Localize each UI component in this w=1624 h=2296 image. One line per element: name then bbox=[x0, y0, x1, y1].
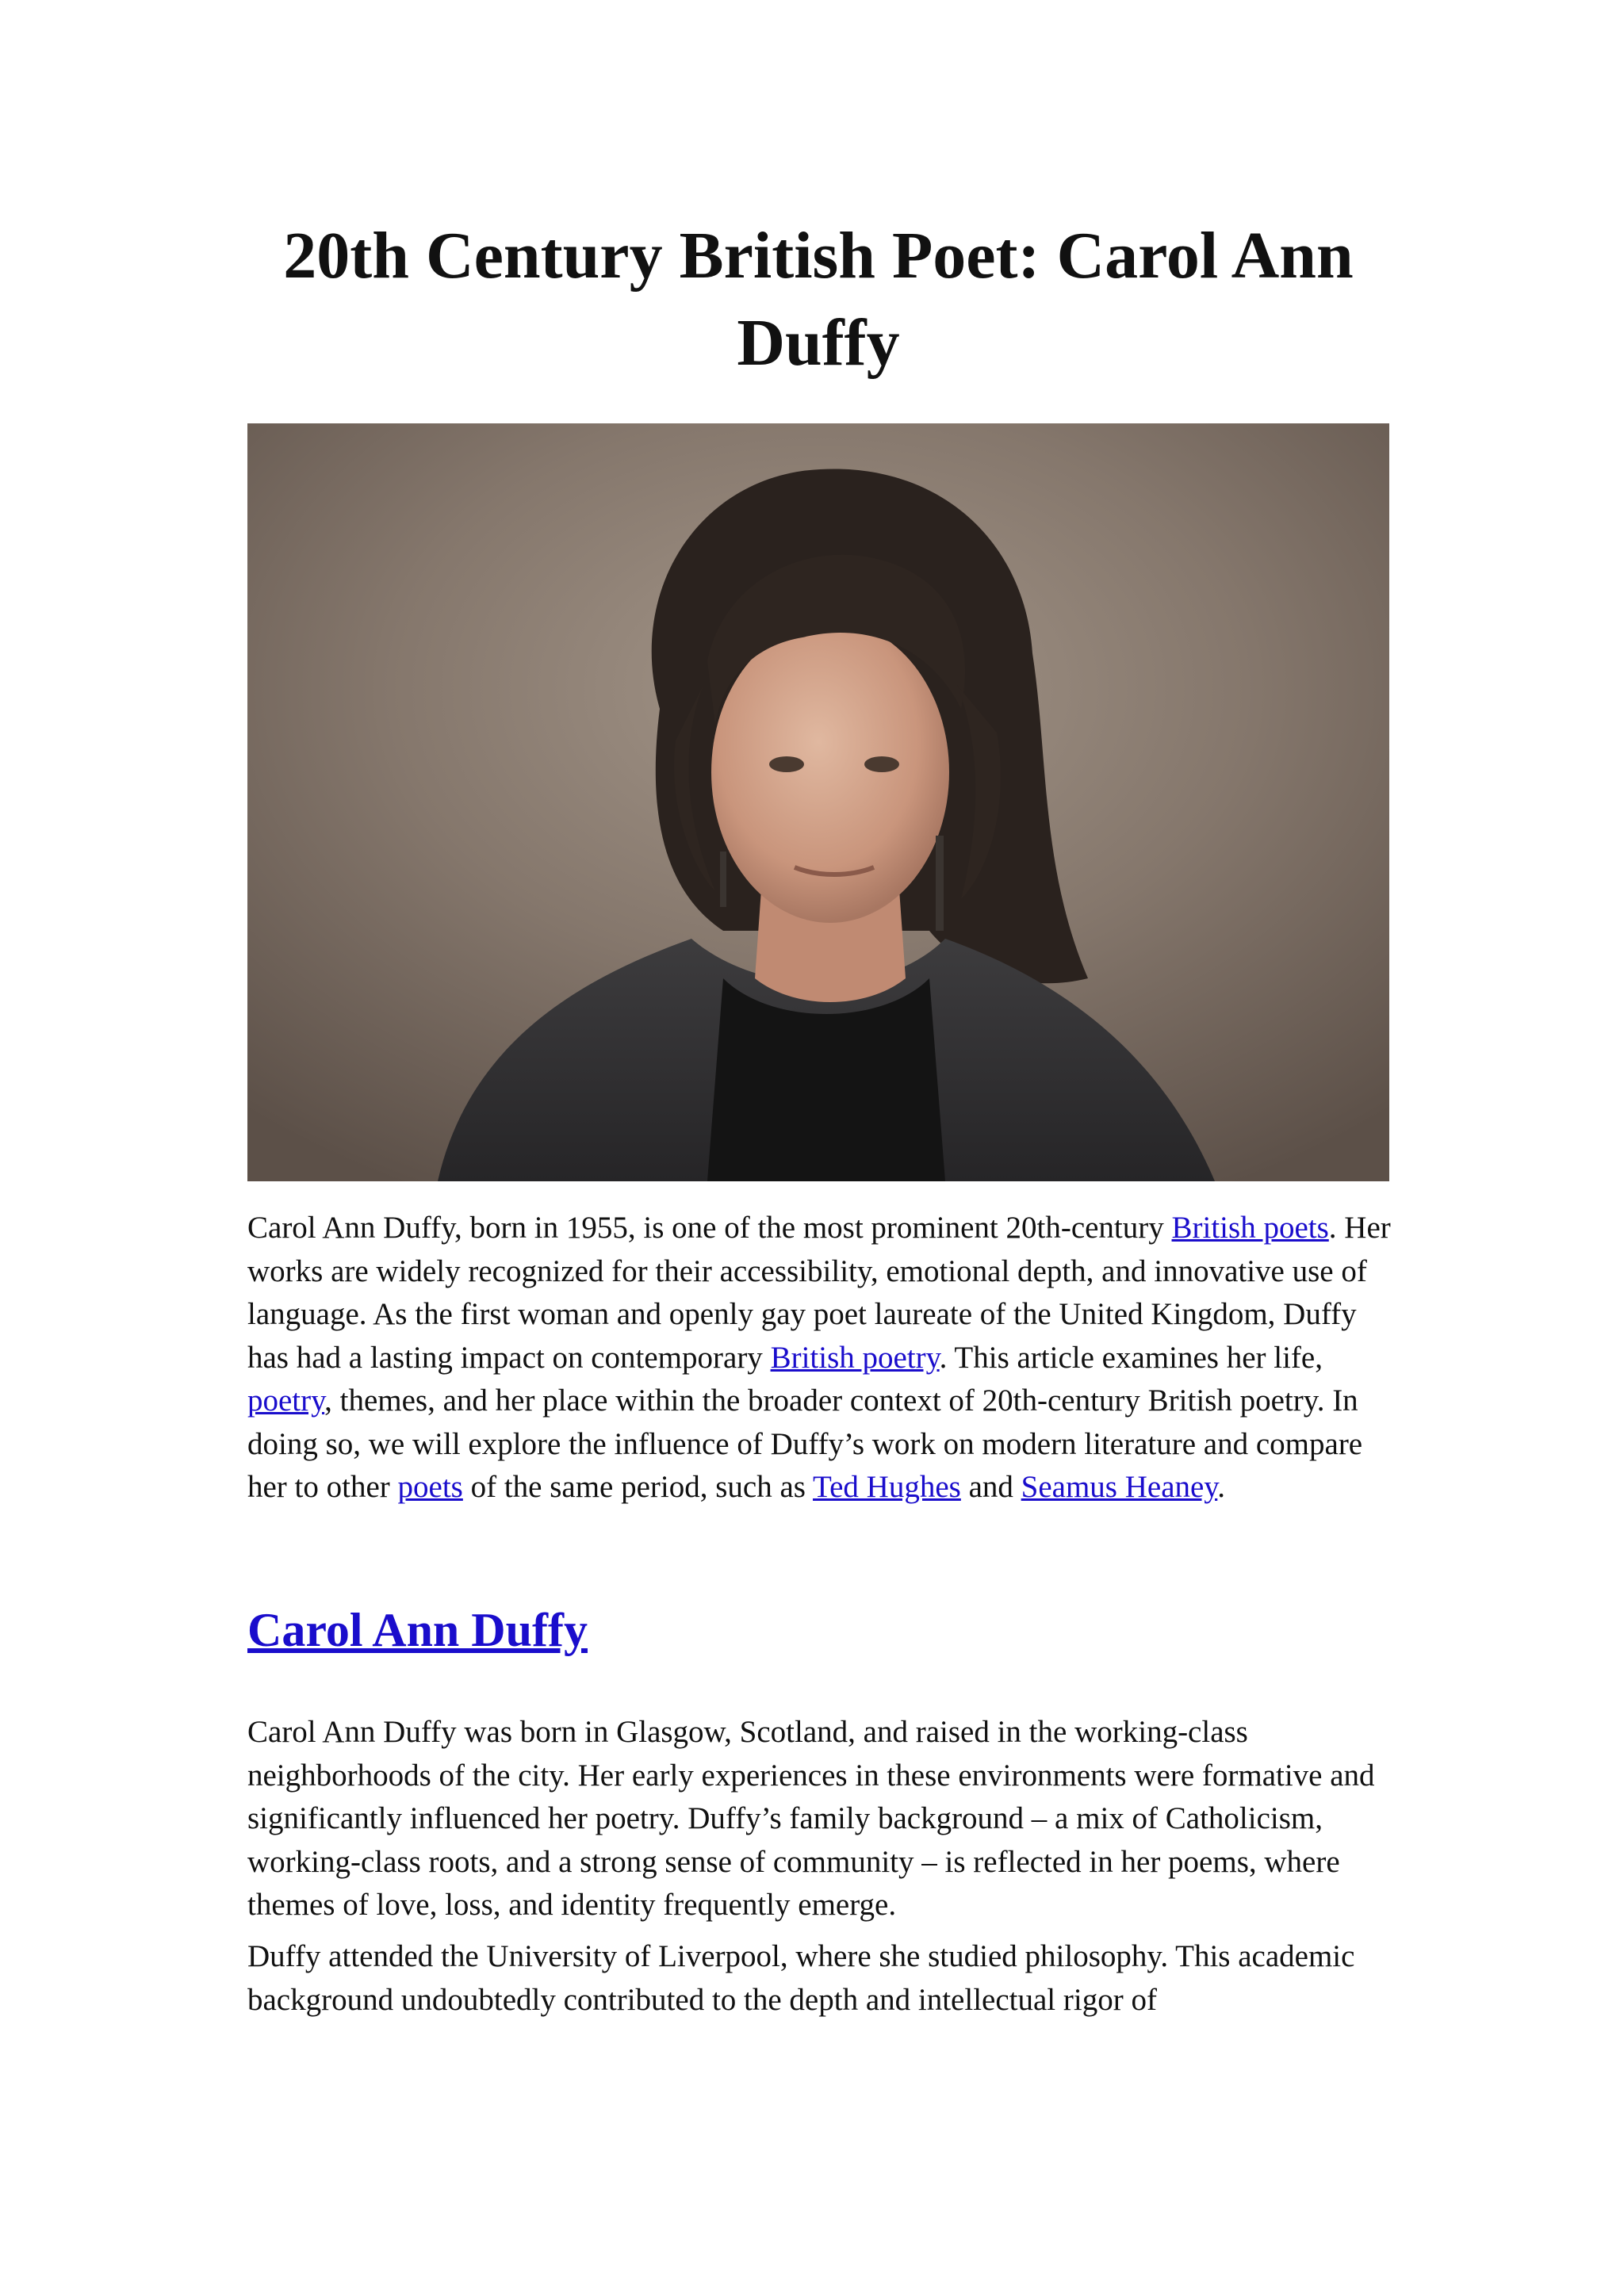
biography-paragraph: Carol Ann Duffy was born in Glasgow, Scotland, and raised in the working-class neighborhoods of the city. Her early experiences in these environments were formative and significantly influenced her poetry. Duffy’s family background – a mix of Catholicism, working-class roots, and a strong sense of community – is reflected in her poems, where themes of love, loss, and identity frequently emerge. bbox=[247, 1715, 1375, 1922]
page-title: 20th Century British Poet: Carol Ann Duffy bbox=[283, 219, 1354, 380]
intro-text-4: , themes, and her place within the broader context of 20th-century British poetry. In doing so, we will explore the influence of Duffy’s work on modern literature and compare her to other bbox=[247, 1383, 1363, 1504]
section-heading bbox=[247, 1598, 588, 1662]
intro-text-3: . This article examines her life, bbox=[939, 1340, 1323, 1375]
intro-text-1: Carol Ann Duffy, born in 1955, is one of the most prominent 20th-century bbox=[247, 1211, 1172, 1245]
intro-paragraph bbox=[247, 1207, 1397, 1510]
link-seamus-heaney[interactable]: Seamus Heaney bbox=[1021, 1470, 1218, 1504]
link-poetry[interactable]: poetry bbox=[247, 1383, 325, 1418]
intro-text-7: . bbox=[1217, 1470, 1226, 1504]
section-heading-link[interactable]: Carol Ann Duffy bbox=[247, 1604, 588, 1656]
portrait-photo bbox=[247, 423, 1389, 1181]
intro-text-5: of the same period, such as bbox=[462, 1470, 814, 1504]
intro-text-6: and bbox=[960, 1470, 1021, 1504]
intro-text-2: . Her works are widely recognized for their accessibility, emotional depth, and innovative use of language. As the first woman and openly gay poet laureate of the United Kingdom, Duffy has had a lasting impact on contemporary bbox=[247, 1211, 1391, 1375]
link-ted-hughes[interactable]: Ted Hughes bbox=[813, 1470, 961, 1504]
link-poets[interactable]: poets bbox=[397, 1470, 463, 1504]
education-paragraph: Duffy attended the University of Liverpool, where she studied philosophy. This academic background undoubtedly contributed to the depth and intellectual rigor of bbox=[247, 1939, 1355, 2017]
link-british-poets[interactable]: British poets bbox=[1171, 1211, 1329, 1245]
link-british-poetry[interactable]: British poetry bbox=[770, 1340, 940, 1375]
